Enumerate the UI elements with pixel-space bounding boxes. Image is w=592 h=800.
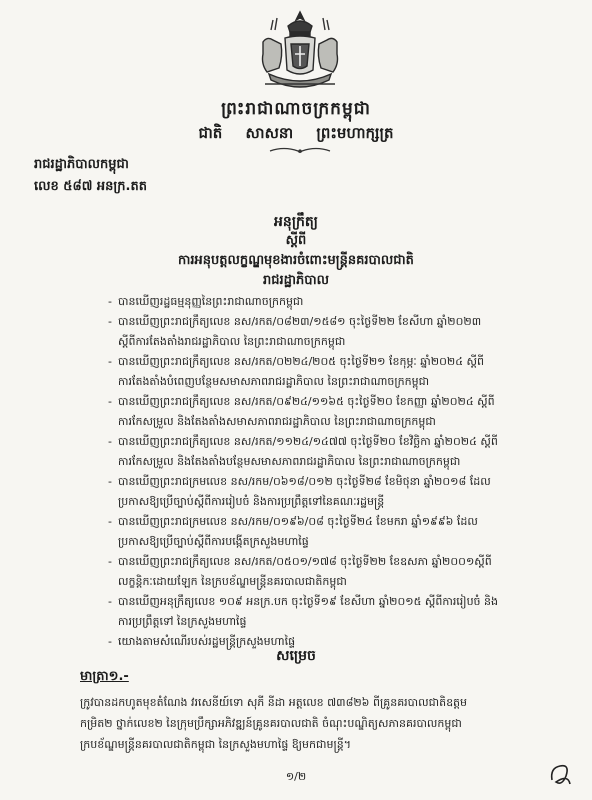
national-motto: ជាតិ សាសនា ព្រះមហាក្សត្រ — [198, 124, 394, 142]
article-body — [80, 692, 572, 755]
recital-item: - បានឃើញព្រះរាជក្រឹត្យលេខ នស/រកត/០៥០១/១៧៨ ចុះថ្ងៃទី២២ ខែឧសភា ឆ្នាំ២០០១ស្តីពី លក្ខន្តិកៈដោយឡែក នៃក្របខ័ណ្ឌមន្ត្រីនគរបាលជាតិកម្ពុជា — [108, 552, 560, 592]
recital-item: - បានឃើញព្រះរាជក្រឹត្យលេខ នស/រកត/១១២៤/១៤៧៧ ចុះថ្ងៃទី២០ ខែវិច្ឆិកា ឆ្នាំ២០២៤ ស្តីពី ការកែសម្រួល និងតែងតាំងបន្ថែមសមាសភាពរាជរដ្ឋាភិបាល នៃព្រះរាជាណាចក្រកម្ពុជា — [108, 432, 560, 472]
royal-coat-of-arms-icon — [255, 8, 345, 94]
reference-number: លេខ ៥៨៧ អនក្រ.តត — [34, 179, 147, 194]
document-subject: ការអនុបត្តលក្ខណ្ឌមុខងារចំពោះមន្ត្រីនគរបាលជាតិ — [178, 253, 414, 268]
recitals-list — [108, 292, 560, 652]
recital-item: - បានឃើញព្រះរាជក្រឹត្យលេខ នស/រកត/០២២៤/២០៥ ចុះថ្ងៃទី២១ ខែកុម្ភៈ ឆ្នាំ២០២៤ ស្តីពី ការតែងតាំងបំពេញបន្ថែមសមាសភាពរាជរដ្ឋាភិបាល នៃព្រះរាជាណាចក្រកម្ពុជា — [108, 352, 560, 392]
article-line: ក្រូវបានដកហូតមុខតំណែង វរសេនីយ៍ទោ សុភី នីដា អត្តលេខ ៧៣៨២៦ ពីគ្រូនគរបាលជាតិឧត្តម — [80, 696, 468, 709]
document-on: ស្តីពី — [285, 233, 307, 248]
recital-item: - បានឃើញរដ្ឋធម្មនុញ្ញនៃព្រះរាជាណាចក្រកម្ពុជា — [108, 292, 560, 312]
recital-item: - បានឃើញអនុក្រឹត្យលេខ ១០៩ អនក្រ.បក ចុះថ្ងៃទី១៩ ខែសីហា ឆ្នាំ២០១៥ ស្តីពីការរៀបចំ និង ការប្រព្រឹត្តទៅ នៃក្រសួងមហាផ្ទៃ — [108, 592, 560, 632]
issuing-government: រាជរដ្ឋាភិបាលកម្ពុជា — [34, 157, 129, 172]
recital-item: - បានឃើញព្រះរាជក្រឹត្យលេខ នស/រកត/០៨២៣/១៥៨១ ចុះថ្ងៃទី២២ ខែសីហា ឆ្នាំ២០២៣ ស្តីពីការតែងតាំងរាជរដ្ឋាភិបាល នៃព្រះរាជាណាចក្រកម្ពុជា — [108, 312, 560, 352]
article-line: កម្រិត២ ថ្នាក់លេខ២ នៃក្រុមប្រឹក្សាអភិវឌ្ឍន៍គ្រូនគរបាលជាតិ ចំណុះបណ្ឌិត្យសភានគរបាលកម្ពុជា — [80, 717, 462, 730]
article-line: ក្របខ័ណ្ឌមន្ត្រីនគរបាលជាតិកម្ពុជា នៃក្រសួងមហាផ្ទៃ ឱ្យមកជាមន្ត្រី។ — [80, 738, 351, 751]
document-issuer: រាជរដ្ឋាភិបាល — [262, 273, 329, 288]
recital-item: - យោងតាមសំណើរបស់រដ្ឋមន្ត្រីក្រសួងមហាផ្ទៃ — [108, 632, 560, 652]
document-type: អនុក្រឹត្យ — [274, 214, 318, 230]
decision-heading: សម្រេច — [276, 648, 316, 664]
recital-item: - បានឃើញព្រះរាជក្រមលេខ នស/រកម/០១៩៦/០៨ ចុះថ្ងៃទី២៤ ខែមករា ឆ្នាំ១៩៩៦ ដែល ប្រកាសឱ្យប្រើច្បាប់ស្តីពីការបង្កើតក្រសួងមហាផ្ទៃ — [108, 512, 560, 552]
handwritten-initial-icon — [548, 760, 574, 788]
recital-item: - បានឃើញព្រះរាជក្រមលេខ នស/រកម/០៦១៨/០១២ ចុះថ្ងៃទី២៨ ខែមិថុនា ឆ្នាំ២០១៨ ដែល ប្រកាសឱ្យប្រើច្បាប់ស្តីពីការរៀបចំ និងការប្រព្រឹត្តទៅនៃគណៈរដ្ឋមន្ត្រី — [108, 472, 560, 512]
article-label: មាត្រា១.- — [80, 669, 129, 684]
recital-item: - បានឃើញព្រះរាជក្រឹត្យលេខ នស/រកត/០៩២៤/១១៦៥ ចុះថ្ងៃទី២០ ខែកញ្ញា ឆ្នាំ២០២៤ ស្តីពី ការកែសម្រួល និងតែងតាំងសមាសភាពរាជរដ្ឋាភិបាល នៃព្រះរាជាណាចក្រកម្ពុជា — [108, 392, 560, 432]
kingdom-heading: ព្រះរាជាណាចក្រកម្ពុជា — [221, 99, 371, 119]
page-number: ១/២ — [285, 770, 307, 783]
ornament-divider-icon — [268, 146, 332, 156]
